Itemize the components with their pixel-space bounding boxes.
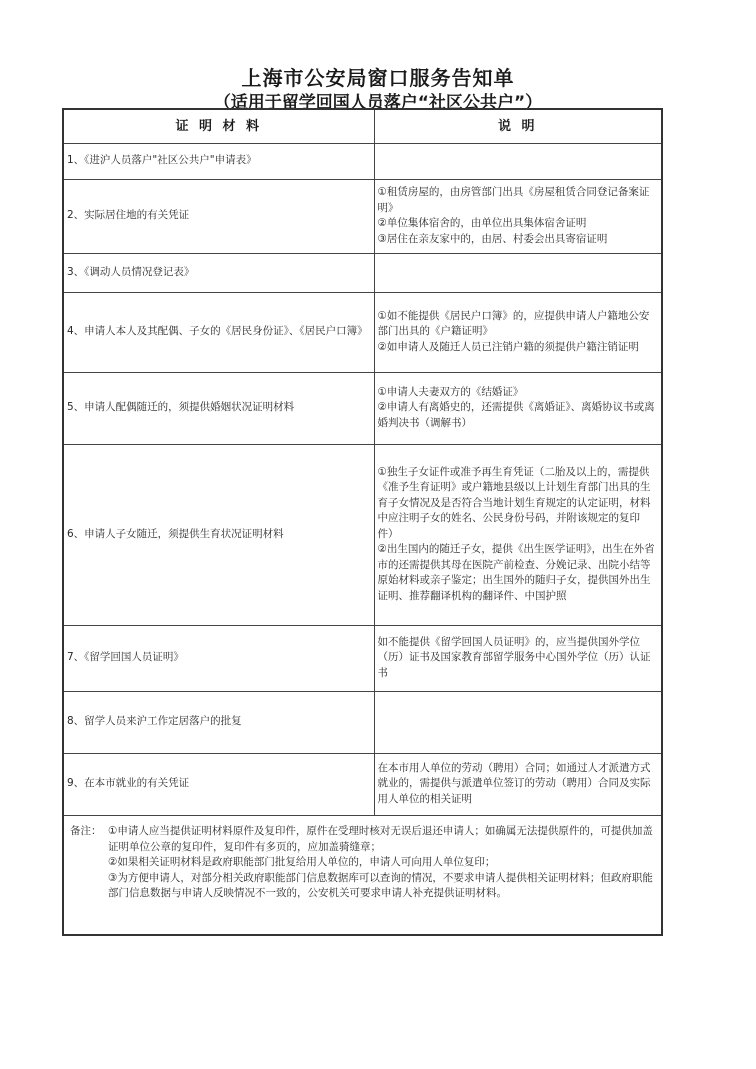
- materials-table: [64, 110, 661, 816]
- table-row: [64, 179, 661, 253]
- explanation-cell: [374, 143, 661, 179]
- remark-line: [70, 855, 655, 871]
- material-cell: 6、申请人子女随迁，须提供生育状况证明材料: [64, 444, 374, 625]
- explanation-cell: ①独生子女证件或准予再生育凭证（二胎及以上的，需提供《准予生育证明》或户籍地县级以上计划生育部门出具的生育子女情况及是否符合当地计划生育规定的认定证明，材料中应注明子女的姓名、公民身份号码，并附该规定的复印件） ②出生国内的随迁子女，提供《出生医学证明》，出生在外省市的还需提供其母在医院产前检查、分娩记录、出院小结等原始材料或亲子鉴定；出生国外的随归子女，提供国外出生证明、推荐翻译机构的翻译件、中国护照: [374, 444, 661, 625]
- table-row: [64, 625, 661, 691]
- remarks: [70, 824, 655, 902]
- explanation-cell: ①租赁房屋的，由房管部门出具《房屋租赁合同登记备案证明》 ②单位集体宿舍的，由单位出具集体宿舍证明 ③居住在亲友家中的，由居、村委会出具寄宿证明: [374, 179, 661, 253]
- material-cell: 2、实际居住地的有关凭证: [64, 179, 374, 253]
- table-row: [64, 292, 661, 372]
- remark-item: ②如果相关证明材料是政府职能部门批复给用人单位的，申请人可向用人单位复印；: [108, 856, 496, 868]
- remark-item: ①申请人应当提供证明材料原件及复印件，原件在受理时核对无误后退还申请人；如确属无法提供原件的，可提供加盖证明单位公章的复印件，复印件有多页的，应加盖骑缝章；: [108, 825, 653, 853]
- explanation-cell: [374, 691, 661, 753]
- explanation-cell: 在本市用人单位的劳动（聘用）合同；如通过人才派遣方式就业的，需提供与派遣单位签订的劳动（聘用）合同及实际用人单位的相关证明: [374, 753, 661, 815]
- page-title: 上海市公安局窗口服务告知单: [241, 66, 515, 90]
- explanation-cell: ①如不能提供《居民户口簿》的，应提供申请人户籍地公安部门出具的《户籍证明》 ②如申请人及随迁人员已注销户籍的须提供户籍注销证明: [374, 292, 661, 372]
- explanation-cell: ①申请人夫妻双方的《结婚证》 ②申请人有离婚史的，还需提供《离婚证》、离婚协议书或离婚判决书（调解书）: [374, 372, 661, 444]
- table-row: [64, 253, 661, 292]
- explanation-cell: 如不能提供《留学回国人员证明》的，应当提供国外学位（历）证书及国家教育部留学服务中心国外学位（历）认证书: [374, 625, 661, 691]
- document-frame: [62, 108, 663, 936]
- table-row: [64, 372, 661, 444]
- remarks-label: 备注：: [70, 825, 102, 837]
- material-cell: 8、留学人员来沪工作定居落户的批复: [64, 691, 374, 753]
- material-cell: 3、《调动人员情况登记表》: [64, 253, 374, 292]
- remark-line: [70, 824, 655, 855]
- explanation-cell: [374, 253, 661, 292]
- material-cell: 4、申请人本人及其配偶、子女的《居民身份证》、《居民户口簿》: [64, 292, 374, 372]
- table-row: [64, 143, 661, 179]
- page-subtitle: （适用于留学回国人员落户“社区公共户”）: [213, 93, 543, 113]
- material-cell: 7、《留学回国人员证明》: [64, 625, 374, 691]
- table-row: [64, 691, 661, 753]
- header-material: 证 明 材 料: [64, 110, 374, 143]
- header-explanation: 说 明: [374, 110, 661, 143]
- table-row: [64, 753, 661, 815]
- material-cell: 5、申请人配偶随迁的，须提供婚姻状况证明材料: [64, 372, 374, 444]
- remark-line: [70, 871, 655, 902]
- material-cell: 9、在本市就业的有关凭证: [64, 753, 374, 815]
- table-row: [64, 444, 661, 625]
- remark-item: ③为方便申请人，对部分相关政府职能部门信息数据库可以查询的情况，不要求申请人提供相关证明材料；但政府职能部门信息数据与申请人反映情况不一致的，公安机关可要求申请人补充提供证明材料。: [108, 871, 653, 899]
- material-cell: 1、《进沪人员落户"社区公共户"申请表》: [64, 143, 374, 179]
- table-header-row: [64, 110, 661, 143]
